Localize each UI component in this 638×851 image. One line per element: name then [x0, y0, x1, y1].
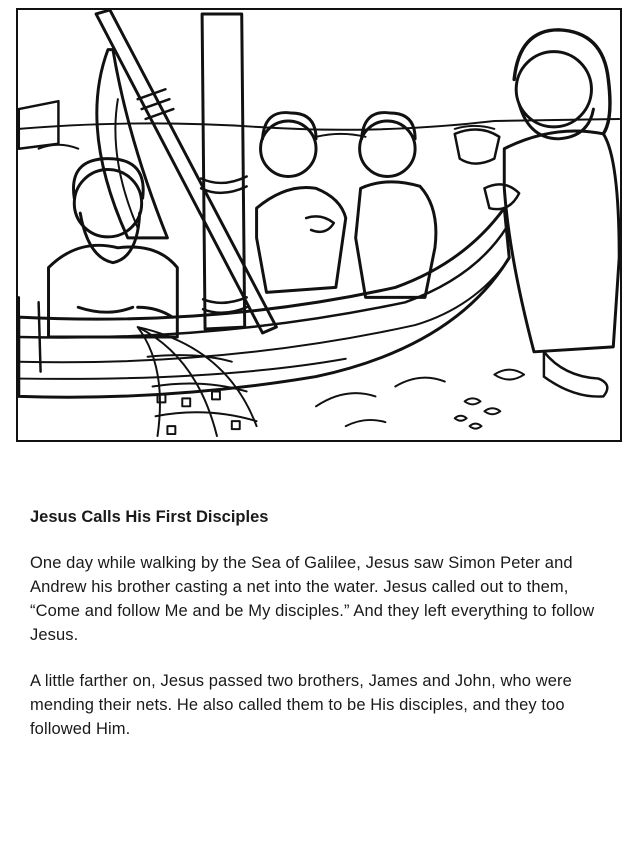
story-paragraph-2: A little farther on, Jesus passed two brothers, James and John, who were mending their nets. He also called them to be His disciples, and they too followed Him.	[30, 672, 572, 738]
jesus-sandals	[544, 352, 607, 397]
mast	[202, 14, 245, 329]
story-title: Jesus Calls His First Disciples	[30, 508, 269, 526]
fishing-net	[138, 327, 257, 436]
story-paragraph-1: One day while walking by the Sea of Galilee, Jesus saw Simon Peter and Andrew his brother casting a net into the water. Jesus called out to them, “Come and follow Me and be My disciples.” And they left everything to follow Jesus.	[30, 554, 595, 644]
fishing-boat-scene-drawing	[18, 10, 620, 440]
fisherman-arm	[78, 307, 172, 317]
disciple-one-body	[257, 188, 346, 293]
distant-building	[19, 101, 59, 149]
shore-stones	[455, 370, 524, 429]
jesus-hand-raised	[455, 130, 500, 164]
boat-interior	[19, 297, 41, 371]
sail	[97, 50, 168, 238]
coloring-illustration	[16, 8, 622, 442]
water-splash	[316, 378, 445, 427]
disciple-one-hand	[306, 216, 334, 231]
jesus-head	[516, 52, 591, 127]
story-text	[30, 505, 610, 763]
jesus-hand-open	[484, 184, 519, 209]
disciple-two-body	[356, 182, 436, 297]
fisherman-body	[49, 245, 178, 337]
jesus-robe	[504, 131, 619, 352]
